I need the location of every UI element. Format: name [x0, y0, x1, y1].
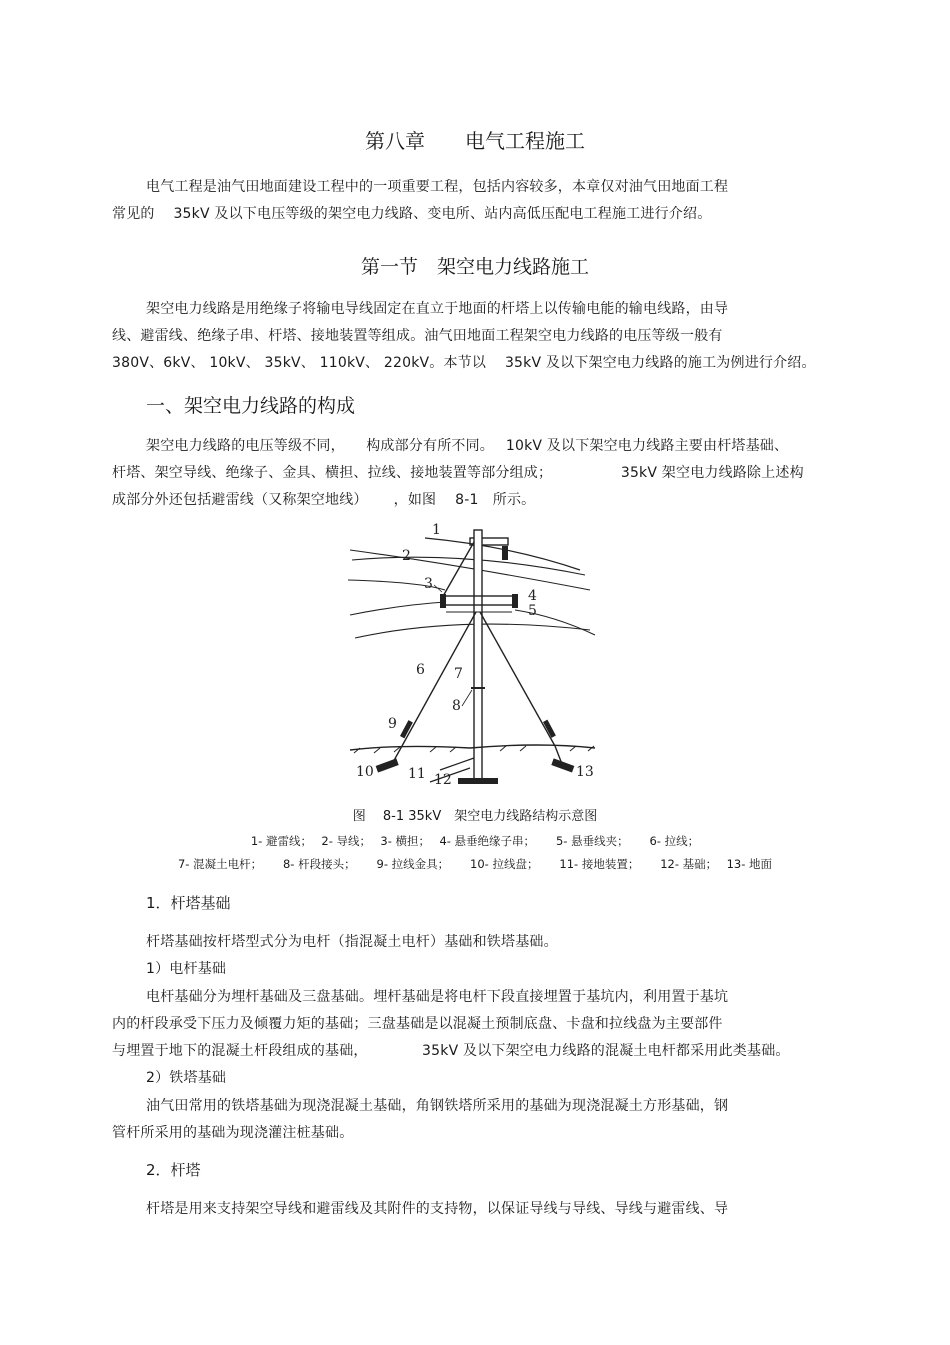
section-title: 第一节 架空电力线路施工 — [360, 256, 589, 278]
subheading-pole-foundation: 1）电杆基础 — [146, 961, 227, 977]
composition-line-2: 杆塔、架空导线、绝缘子、金具、横担、拉线、接地装置等部分组成； 35kV 架空电力线路除上述构 — [112, 465, 804, 481]
label-2: 2 — [402, 548, 411, 564]
label-12: 12 — [434, 772, 452, 788]
label-7: 7 — [454, 666, 463, 682]
label-11: 11 — [408, 766, 426, 782]
composition-line-3: 成部分外还包括避雷线（又称架空地线） ，如图 8-1 所示。 — [112, 492, 536, 508]
figure-caption: 图 8-1 35kV 架空电力线路结构示意图 — [352, 809, 598, 824]
label-4: 4 — [528, 588, 537, 604]
figure-legend-line-1: 1- 避雷线； 2- 导线； 3- 横担； 4- 悬垂绝缘子串； 5- 悬垂线夹； 6- 拉线； — [250, 834, 700, 848]
label-1: 1 — [432, 522, 441, 538]
tower-foundation-para: 杆塔基础按杆塔型式分为电杆（指混凝土电杆）基础和铁塔基础。 — [146, 934, 558, 950]
insulator-right — [512, 594, 518, 608]
label-9: 9 — [388, 716, 397, 732]
ground-surface — [350, 745, 595, 750]
subheading-tower: 2．杆塔 — [146, 1161, 201, 1179]
subheading-steel-tower-foundation: 2）铁塔基础 — [146, 1070, 227, 1086]
crossarm-brace — [442, 542, 474, 598]
pole-foundation-line-2: 内的杆段承受下压力及倾覆力矩的基础；三盘基础是以混凝土预制底盘、卡盘和拉线盘为主要部件 — [112, 1016, 723, 1032]
subheading-tower-foundation: 1．杆塔基础 — [146, 894, 231, 912]
conductor-upper — [350, 550, 590, 590]
power-line-figure — [340, 520, 610, 800]
label-10: 10 — [356, 764, 374, 780]
section-para-line-2: 线、避雷线、绝缘子串、杆塔、接地装置等组成。油气田地面工程架空电力线路的电压等级一般有 — [112, 328, 723, 344]
label-6: 6 — [416, 662, 425, 678]
conductor-left-2 — [350, 602, 445, 615]
stay-wire-left — [402, 612, 476, 746]
section-para-line-1: 架空电力线路是用绝缘子将输电导线固定在直立于地面的杆塔上以传输电能的输电线路，由导 — [146, 301, 729, 317]
conductor-right — [515, 610, 595, 635]
section-para-line-3: 380V、6kV、 10kV、 35kV、 110kV、 220kV。本节以 35kV 及以下架空电力线路的施工为例进行介绍。 — [112, 355, 816, 371]
label-13: 13 — [576, 764, 594, 780]
chapter-title: 第八章 电气工程施工 — [365, 129, 585, 153]
stay-plate-right — [551, 758, 574, 772]
stay-plate-left — [376, 758, 399, 772]
steel-tower-line-1: 油气田常用的铁塔基础为现浇混凝土基础，角钢铁塔所采用的基础为现浇混凝土方形基础，钢 — [146, 1098, 729, 1114]
pole-foundation-line-1: 电杆基础分为埋杆基础及三盘基础。埋杆基础是将电杆下段直接埋置于基坑内，利用置于基坑 — [146, 989, 729, 1005]
intro-line-1: 电气工程是油气田地面建设工程中的一项重要工程，包括内容较多，本章仅对油气田地面工程 — [146, 179, 729, 195]
figure-legend-line-2: 7- 混凝土电杆； 8- 杆段接头； 9- 拉线金具； 10- 拉线盘； 11- 接地装置； 12- 基础； 13- 地面 — [177, 857, 773, 871]
stay-wire-right — [480, 612, 555, 746]
tower-para-line-1: 杆塔是用来支持架空导线和避雷线及其附件的支持物，以保证导线与导线、导线与避雷线、导 — [146, 1201, 729, 1217]
label-5: 5 — [528, 603, 537, 619]
pole-foundation — [458, 778, 498, 784]
insulator-left — [440, 594, 446, 608]
top-insulator — [502, 546, 508, 560]
steel-tower-line-2: 管杆所采用的基础为现浇灌注桩基础。 — [112, 1125, 354, 1141]
intro-line-2: 常见的 35kV 及以下电压等级的架空电力线路、变电所、站内高低压配电工程施工进行介绍。 — [112, 206, 712, 222]
pole-foundation-line-3: 与埋置于地下的混凝土杆段组成的基础， 35kV 及以下架空电力线路的混凝土电杆都采用此类基础。 — [112, 1043, 790, 1059]
heading-composition: 一、架空电力线路的构成 — [146, 395, 356, 417]
composition-line-1: 架空电力线路的电压等级不同， 构成部分有所不同。 10kV 及以下架空电力线路主要由杆塔基础、 — [146, 438, 789, 454]
label-3: 3 — [424, 576, 433, 592]
concrete-pole — [474, 530, 482, 780]
label-8: 8 — [452, 698, 461, 714]
conductor-mid — [352, 557, 585, 575]
conductor-lower — [355, 624, 590, 638]
